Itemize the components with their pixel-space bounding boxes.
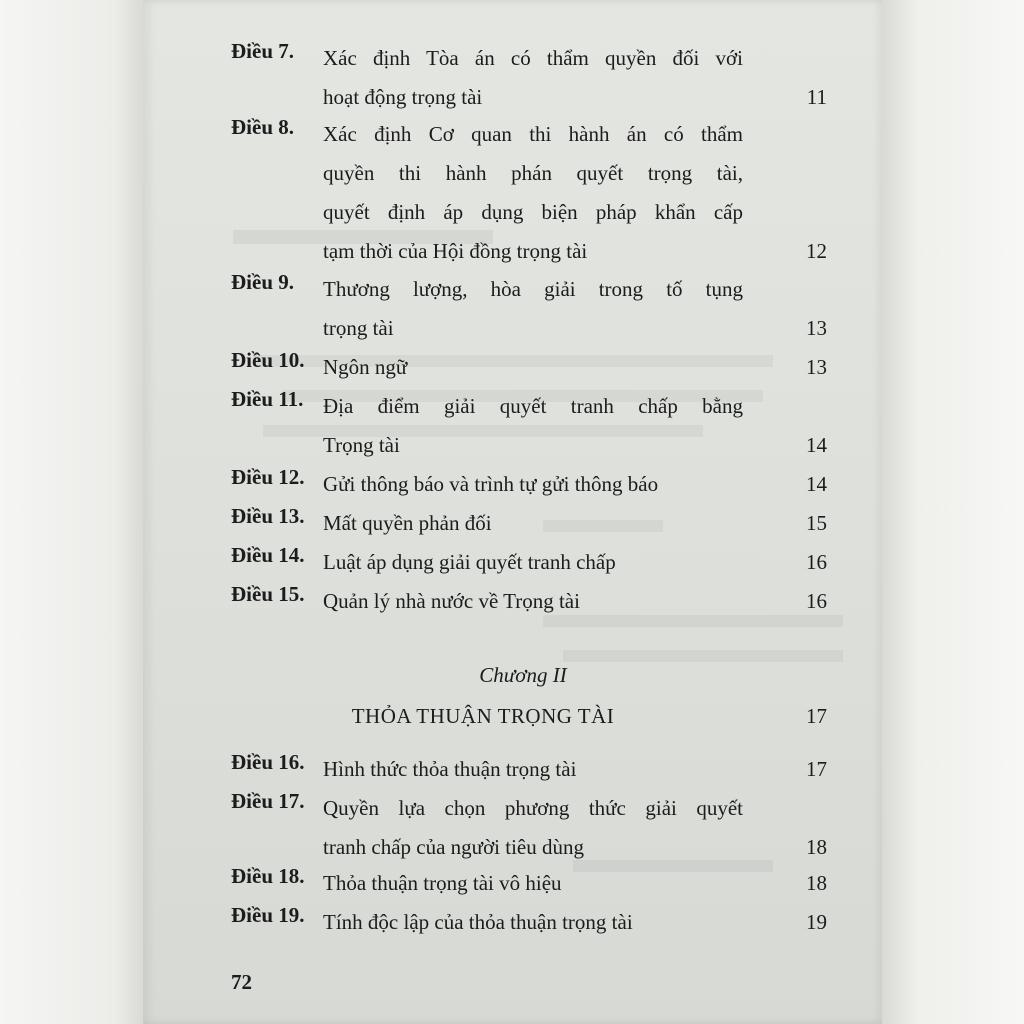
toc-entry-12	[143, 465, 882, 504]
title-line: trọng tài	[323, 316, 394, 340]
toc-entry-7	[143, 39, 882, 117]
toc-entry-11	[143, 387, 882, 465]
title-line: Quyền lựa chọn phương thức giải quyết	[323, 796, 743, 820]
page-ref: 15	[806, 511, 827, 535]
article-title	[323, 115, 743, 271]
page-ref: 14	[806, 433, 827, 457]
title-line: quyền thi hành phán quyết trọng tài,	[323, 161, 743, 185]
chapter-label: Chương II	[479, 663, 567, 687]
title-line: hoạt động trọng tài	[323, 85, 483, 109]
title-line: Xác định Cơ quan thi hành án có thẩm	[323, 122, 743, 146]
article-number: Điều 19.	[231, 903, 305, 927]
page-ref: 13	[806, 316, 827, 340]
title-line: Ngôn ngữ	[323, 355, 408, 379]
title-line: Xác định Tòa án có thẩm quyền đối với	[323, 46, 743, 70]
title-line: Trọng tài	[323, 433, 400, 457]
toc-entry-9	[143, 270, 882, 348]
article-title	[323, 750, 743, 789]
title-line: Thỏa thuận trọng tài vô hiệu	[323, 871, 562, 895]
toc-entry-8	[143, 115, 882, 271]
toc-entry-16	[143, 750, 882, 789]
title-line: Tính độc lập của thỏa thuận trọng tài	[323, 910, 633, 934]
article-title	[323, 543, 743, 582]
page-ref: 12	[806, 239, 827, 263]
title-line: tranh chấp của người tiêu dùng	[323, 835, 584, 859]
page-ref: 16	[806, 589, 827, 613]
article-title	[323, 39, 743, 117]
article-number: Điều 17.	[231, 789, 305, 813]
background-right	[882, 0, 1024, 1024]
article-number: Điều 16.	[231, 750, 305, 774]
page-number: 72	[231, 970, 252, 994]
article-number: Điều 18.	[231, 864, 305, 888]
title-line: Luật áp dụng giải quyết tranh chấp	[323, 550, 616, 574]
title-line: Hình thức thỏa thuận trọng tài	[323, 757, 577, 781]
article-number: Điều 10.	[231, 348, 305, 372]
page-ref: 18	[806, 871, 827, 895]
page-ref: 14	[806, 472, 827, 496]
book-page	[143, 0, 882, 1024]
page-ref: 18	[806, 835, 827, 859]
title-line: Địa điểm giải quyết tranh chấp bằng	[323, 394, 743, 418]
article-title	[323, 504, 743, 543]
article-title	[323, 582, 743, 621]
toc-entry-19	[143, 903, 882, 942]
article-title	[323, 270, 743, 348]
article-number: Điều 7.	[231, 39, 294, 63]
article-number: Điều 13.	[231, 504, 305, 528]
article-number: Điều 12.	[231, 465, 305, 489]
article-number: Điều 11.	[231, 387, 304, 411]
title-line: Mất quyền phản đối	[323, 511, 492, 535]
title-line: Gửi thông báo và trình tự gửi thông báo	[323, 472, 659, 496]
article-title	[323, 387, 743, 465]
article-title	[323, 465, 743, 504]
article-title	[323, 864, 743, 903]
article-number: Điều 9.	[231, 270, 294, 294]
toc-entry-18	[143, 864, 882, 903]
page-ref: 11	[806, 85, 827, 109]
page-ref: 16	[806, 550, 827, 574]
page-ref: 17	[806, 757, 827, 781]
chapter-page-ref: 17	[806, 704, 827, 728]
page-ref: 19	[806, 910, 827, 934]
toc-entry-17	[143, 789, 882, 867]
article-number: Điều 15.	[231, 582, 305, 606]
article-title	[323, 789, 743, 867]
article-number: Điều 14.	[231, 543, 305, 567]
page-ref: 13	[806, 355, 827, 379]
article-title	[323, 903, 743, 942]
title-line: tạm thời của Hội đồng trọng tài	[323, 239, 588, 263]
toc-entry-14	[143, 543, 882, 582]
title-line: quyết định áp dụng biện pháp khẩn cấp	[323, 200, 743, 224]
title-line: Thương lượng, hòa giải trong tố tụng	[323, 277, 743, 301]
toc-entry-13	[143, 504, 882, 543]
chapter-title: THỎA THUẬN TRỌNG TÀI	[351, 704, 615, 728]
article-number: Điều 8.	[231, 115, 294, 139]
article-title	[323, 348, 743, 387]
toc-entry-10	[143, 348, 882, 387]
background-left	[0, 0, 143, 1024]
toc-entry-15	[143, 582, 882, 621]
title-line: Quản lý nhà nước về Trọng tài	[323, 589, 580, 613]
